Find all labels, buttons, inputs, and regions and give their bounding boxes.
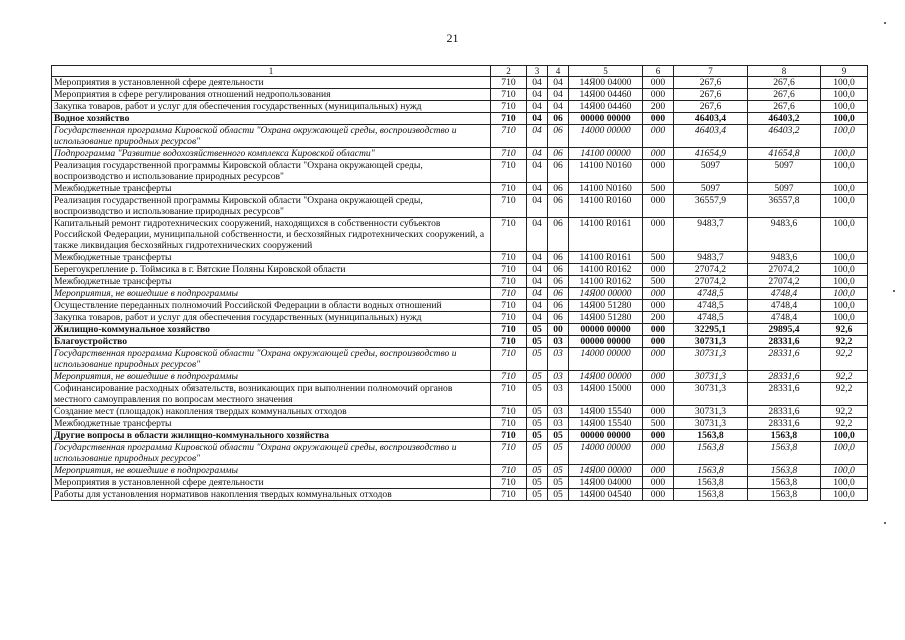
cell-item-name: Работы для установления нормативов накопления твердых коммунальных отходов	[52, 489, 491, 501]
cell-planned: 267,6	[674, 89, 748, 101]
cell-percent: 100,0	[821, 276, 868, 288]
cell-planned: 30731,3	[674, 418, 748, 430]
header-cell-section: 3	[527, 66, 548, 77]
cell-percent: 100,0	[821, 195, 868, 218]
cell-kvsr: 710	[491, 430, 527, 442]
header-cell-expense-type: 6	[643, 66, 674, 77]
cell-subsection: 03	[548, 383, 569, 406]
cell-kvsr: 710	[491, 348, 527, 371]
cell-executed: 27074,2	[748, 276, 821, 288]
cell-kvsr: 710	[491, 288, 527, 300]
cell-item-name: Межбюджетные трансферты	[52, 183, 491, 195]
table-row	[52, 383, 868, 406]
cell-section: 04	[527, 276, 548, 288]
cell-subsection: 00	[548, 324, 569, 336]
cell-executed: 27074,2	[748, 264, 821, 276]
header-cell-subsection: 4	[548, 66, 569, 77]
cell-executed: 5097	[748, 183, 821, 195]
cell-expense-type: 000	[643, 442, 674, 465]
cell-planned: 30731,3	[674, 371, 748, 383]
cell-section: 04	[527, 89, 548, 101]
cell-item-name: Государственная программа Кировской области "Охрана окружающей среды, воспроизводство и использование природных ресурсов"	[52, 125, 491, 148]
cell-percent: 100,0	[821, 218, 868, 252]
cell-kvsr: 710	[491, 160, 527, 183]
cell-expense-type: 000	[643, 125, 674, 148]
cell-subsection: 06	[548, 288, 569, 300]
cell-target-article: 00000 00000	[569, 336, 643, 348]
table-row	[52, 160, 868, 183]
cell-subsection: 06	[548, 183, 569, 195]
cell-executed: 28331,6	[748, 348, 821, 371]
cell-section: 05	[527, 477, 548, 489]
header-cell-planned: 7	[674, 66, 748, 77]
cell-subsection: 06	[548, 300, 569, 312]
table-row	[52, 348, 868, 371]
cell-kvsr: 710	[491, 442, 527, 465]
cell-expense-type: 000	[643, 348, 674, 371]
cell-target-article: 14100 R0162	[569, 264, 643, 276]
cell-planned: 267,6	[674, 77, 748, 89]
cell-executed: 28331,6	[748, 406, 821, 418]
cell-percent: 100,0	[821, 125, 868, 148]
cell-executed: 1563,8	[748, 489, 821, 501]
cell-item-name: Берегоукрепление р. Тоймсика в г. Вятские Поляны Кировской области	[52, 264, 491, 276]
cell-kvsr: 710	[491, 113, 527, 125]
cell-target-article: 14Я00 04460	[569, 101, 643, 113]
cell-target-article: 14Я00 04460	[569, 89, 643, 101]
cell-subsection: 03	[548, 406, 569, 418]
cell-executed: 36557,8	[748, 195, 821, 218]
cell-expense-type: 000	[643, 324, 674, 336]
table-row	[52, 252, 868, 264]
cell-planned: 5097	[674, 183, 748, 195]
cell-executed: 9483,6	[748, 252, 821, 264]
cell-percent: 92,2	[821, 406, 868, 418]
cell-executed: 1563,8	[748, 465, 821, 477]
cell-section: 04	[527, 77, 548, 89]
cell-percent: 92,2	[821, 383, 868, 406]
cell-percent: 100,0	[821, 264, 868, 276]
cell-percent: 92,2	[821, 371, 868, 383]
cell-subsection: 06	[548, 148, 569, 160]
cell-kvsr: 710	[491, 489, 527, 501]
cell-subsection: 06	[548, 160, 569, 183]
cell-subsection: 06	[548, 113, 569, 125]
cell-target-article: 14000 00000	[569, 348, 643, 371]
cell-executed: 28331,6	[748, 336, 821, 348]
budget-table	[51, 65, 868, 501]
cell-section: 04	[527, 160, 548, 183]
cell-item-name: Мероприятия, не вошедшие в подпрограммы	[52, 371, 491, 383]
cell-executed: 1563,8	[748, 430, 821, 442]
cell-target-article: 14100 00000	[569, 148, 643, 160]
cell-percent: 100,0	[821, 442, 868, 465]
cell-target-article: 14Я00 15540	[569, 406, 643, 418]
cell-kvsr: 710	[491, 276, 527, 288]
cell-item-name: Мероприятия в сфере регулирования отношений недропользования	[52, 89, 491, 101]
cell-expense-type: 000	[643, 430, 674, 442]
cell-subsection: 03	[548, 418, 569, 430]
cell-subsection: 06	[548, 218, 569, 252]
cell-subsection: 06	[548, 252, 569, 264]
cell-executed: 1563,8	[748, 442, 821, 465]
cell-expense-type: 000	[643, 489, 674, 501]
cell-percent: 100,0	[821, 288, 868, 300]
cell-section: 04	[527, 125, 548, 148]
cell-item-name: Мероприятия, не вошедшие в подпрограммы	[52, 465, 491, 477]
cell-kvsr: 710	[491, 264, 527, 276]
cell-item-name: Подпрограмма "Развитие водохозяйственного комплекса Кировской области"	[52, 148, 491, 160]
cell-item-name: Мероприятия в установленной сфере деятельности	[52, 77, 491, 89]
cell-section: 04	[527, 218, 548, 252]
cell-planned: 36557,9	[674, 195, 748, 218]
table-row	[52, 125, 868, 148]
cell-expense-type: 500	[643, 276, 674, 288]
cell-section: 05	[527, 371, 548, 383]
cell-planned: 9483,7	[674, 218, 748, 252]
cell-kvsr: 710	[491, 336, 527, 348]
cell-target-article: 14Я00 51280	[569, 312, 643, 324]
cell-section: 05	[527, 324, 548, 336]
cell-executed: 1563,8	[748, 477, 821, 489]
cell-expense-type: 000	[643, 160, 674, 183]
cell-item-name: Капитальный ремонт гидротехнических сооружений, находящихся в собственности субъектов Российской Федерации, муниципальной собственности, и бесхозяйных гидротехнических сооружений, а также ликвидация бесхозяйных гидротехнических сооружений	[52, 218, 491, 252]
cell-item-name: Межбюджетные трансферты	[52, 276, 491, 288]
cell-target-article: 14100 N0160	[569, 183, 643, 195]
table-row	[52, 77, 868, 89]
cell-kvsr: 710	[491, 89, 527, 101]
cell-section: 04	[527, 252, 548, 264]
table-row	[52, 183, 868, 195]
cell-percent: 100,0	[821, 77, 868, 89]
cell-executed: 267,6	[748, 89, 821, 101]
cell-executed: 267,6	[748, 101, 821, 113]
cell-percent: 92,2	[821, 418, 868, 430]
cell-executed: 9483,6	[748, 218, 821, 252]
cell-expense-type: 500	[643, 418, 674, 430]
cell-subsection: 05	[548, 430, 569, 442]
cell-target-article: 00000 00000	[569, 430, 643, 442]
header-cell-percent: 9	[821, 66, 868, 77]
cell-kvsr: 710	[491, 148, 527, 160]
table-row	[52, 218, 868, 252]
cell-kvsr: 710	[491, 383, 527, 406]
cell-subsection: 05	[548, 442, 569, 465]
cell-target-article: 14Я00 04000	[569, 77, 643, 89]
table-row	[52, 312, 868, 324]
cell-target-article: 14Я00 00000	[569, 371, 643, 383]
cell-subsection: 06	[548, 125, 569, 148]
cell-expense-type: 500	[643, 183, 674, 195]
cell-target-article: 14Я00 04540	[569, 489, 643, 501]
header-cell-item-name: 1	[52, 66, 491, 77]
cell-target-article: 14Я00 00000	[569, 465, 643, 477]
cell-percent: 100,0	[821, 252, 868, 264]
cell-planned: 30731,3	[674, 348, 748, 371]
cell-item-name: Государственная программа Кировской области "Охрана окружающей среды, воспроизводство и использование природных ресурсов"	[52, 348, 491, 371]
cell-percent: 100,0	[821, 148, 868, 160]
cell-section: 05	[527, 489, 548, 501]
cell-percent: 100,0	[821, 89, 868, 101]
cell-item-name: Благоустройство	[52, 336, 491, 348]
table-row	[52, 336, 868, 348]
cell-percent: 100,0	[821, 477, 868, 489]
cell-item-name: Реализация государственной программы Кировской области "Охрана окружающей среды, воспроизводство и использование природных ресурсов"	[52, 195, 491, 218]
cell-percent: 92,2	[821, 336, 868, 348]
cell-kvsr: 710	[491, 300, 527, 312]
cell-kvsr: 710	[491, 125, 527, 148]
cell-percent: 92,6	[821, 324, 868, 336]
table-row	[52, 195, 868, 218]
cell-executed: 46403,2	[748, 125, 821, 148]
cell-expense-type: 000	[643, 465, 674, 477]
table-row	[52, 406, 868, 418]
cell-expense-type: 200	[643, 101, 674, 113]
header-cell-target-article: 5	[569, 66, 643, 77]
cell-executed: 29895,4	[748, 324, 821, 336]
cell-item-name: Софинансирование расходных обязательств, возникающих при выполнении полномочий органов местного самоуправления по вопросам местного значения	[52, 383, 491, 406]
cell-target-article: 14Я00 15540	[569, 418, 643, 430]
cell-subsection: 06	[548, 264, 569, 276]
cell-expense-type: 000	[643, 77, 674, 89]
cell-percent: 100,0	[821, 113, 868, 125]
cell-target-article: 14100 R0162	[569, 276, 643, 288]
cell-section: 04	[527, 195, 548, 218]
cell-percent: 100,0	[821, 160, 868, 183]
cell-planned: 4748,5	[674, 288, 748, 300]
cell-expense-type: 000	[643, 300, 674, 312]
cell-section: 05	[527, 465, 548, 477]
cell-target-article: 14100 N0160	[569, 160, 643, 183]
table-row	[52, 442, 868, 465]
cell-section: 04	[527, 288, 548, 300]
cell-expense-type: 000	[643, 383, 674, 406]
cell-item-name: Реализация государственной программы Кировской области "Охрана окружающей среды, воспроизводство и использование природных ресурсов"	[52, 160, 491, 183]
table-row	[52, 288, 868, 300]
cell-subsection: 03	[548, 336, 569, 348]
header-row	[52, 66, 868, 77]
cell-kvsr: 710	[491, 312, 527, 324]
cell-expense-type: 000	[643, 89, 674, 101]
cell-executed: 46403,2	[748, 113, 821, 125]
cell-planned: 1563,8	[674, 477, 748, 489]
cell-section: 04	[527, 264, 548, 276]
cell-item-name: Осуществление переданных полномочий Российской Федерации в области водных отношений	[52, 300, 491, 312]
cell-target-article: 14100 R0160	[569, 195, 643, 218]
cell-planned: 267,6	[674, 101, 748, 113]
cell-kvsr: 710	[491, 218, 527, 252]
table-row	[52, 430, 868, 442]
cell-planned: 46403,4	[674, 113, 748, 125]
table-row	[52, 465, 868, 477]
cell-kvsr: 710	[491, 371, 527, 383]
table-row	[52, 113, 868, 125]
cell-planned: 5097	[674, 160, 748, 183]
cell-subsection: 03	[548, 371, 569, 383]
cell-expense-type: 000	[643, 218, 674, 252]
cell-target-article: 14100 R0161	[569, 218, 643, 252]
cell-planned: 1563,8	[674, 430, 748, 442]
cell-target-article: 14000 00000	[569, 125, 643, 148]
cell-planned: 9483,7	[674, 252, 748, 264]
cell-expense-type: 000	[643, 336, 674, 348]
cell-item-name: Закупка товаров, работ и услуг для обеспечения государственных (муниципальных) нужд	[52, 101, 491, 113]
cell-expense-type: 000	[643, 113, 674, 125]
cell-subsection: 04	[548, 101, 569, 113]
cell-section: 04	[527, 101, 548, 113]
cell-kvsr: 710	[491, 418, 527, 430]
table-row	[52, 324, 868, 336]
cell-expense-type: 000	[643, 195, 674, 218]
cell-section: 05	[527, 442, 548, 465]
cell-executed: 41654,8	[748, 148, 821, 160]
cell-subsection: 04	[548, 77, 569, 89]
table-row	[52, 276, 868, 288]
cell-kvsr: 710	[491, 195, 527, 218]
cell-expense-type: 000	[643, 148, 674, 160]
cell-section: 05	[527, 430, 548, 442]
cell-item-name: Другие вопросы в области жилищно-коммунального хозяйства	[52, 430, 491, 442]
cell-item-name: Мероприятия в установленной сфере деятельности	[52, 477, 491, 489]
scan-speck	[884, 22, 886, 24]
cell-executed: 4748,4	[748, 312, 821, 324]
cell-executed: 4748,4	[748, 288, 821, 300]
cell-section: 05	[527, 418, 548, 430]
cell-executed: 28331,6	[748, 371, 821, 383]
cell-target-article: 14Я00 04000	[569, 477, 643, 489]
cell-percent: 100,0	[821, 465, 868, 477]
cell-item-name: Мероприятия, не вошедшие в подпрограммы	[52, 288, 491, 300]
page-number: 21	[446, 31, 459, 45]
table-row	[52, 418, 868, 430]
cell-subsection: 06	[548, 195, 569, 218]
table-row	[52, 300, 868, 312]
table-row	[52, 489, 868, 501]
cell-kvsr: 710	[491, 406, 527, 418]
cell-subsection: 03	[548, 348, 569, 371]
cell-planned: 1563,8	[674, 489, 748, 501]
cell-executed: 28331,6	[748, 383, 821, 406]
cell-percent: 100,0	[821, 312, 868, 324]
cell-subsection: 05	[548, 489, 569, 501]
cell-kvsr: 710	[491, 465, 527, 477]
cell-kvsr: 710	[491, 101, 527, 113]
cell-section: 04	[527, 183, 548, 195]
cell-item-name: Межбюджетные трансферты	[52, 418, 491, 430]
cell-kvsr: 710	[491, 183, 527, 195]
cell-expense-type: 200	[643, 312, 674, 324]
cell-subsection: 05	[548, 465, 569, 477]
cell-planned: 4748,5	[674, 300, 748, 312]
cell-section: 04	[527, 300, 548, 312]
cell-planned: 27074,2	[674, 276, 748, 288]
cell-percent: 92,2	[821, 348, 868, 371]
table-row	[52, 264, 868, 276]
cell-planned: 30731,3	[674, 336, 748, 348]
cell-target-article: 14Я00 00000	[569, 288, 643, 300]
cell-target-article: 14000 00000	[569, 442, 643, 465]
cell-section: 04	[527, 113, 548, 125]
cell-item-name: Создание мест (площадок) накопления твердых коммунальных отходов	[52, 406, 491, 418]
cell-expense-type: 000	[643, 406, 674, 418]
cell-percent: 100,0	[821, 101, 868, 113]
header-cell-kvsr: 2	[491, 66, 527, 77]
cell-executed: 5097	[748, 160, 821, 183]
cell-target-article: 14Я00 51280	[569, 300, 643, 312]
cell-expense-type: 000	[643, 477, 674, 489]
table-row	[52, 101, 868, 113]
cell-kvsr: 710	[491, 252, 527, 264]
cell-expense-type: 000	[643, 371, 674, 383]
cell-kvsr: 710	[491, 477, 527, 489]
cell-target-article: 14100 R0161	[569, 252, 643, 264]
cell-item-name: Жилищно-коммунальное хозяйство	[52, 324, 491, 336]
cell-subsection: 06	[548, 276, 569, 288]
cell-item-name: Межбюджетные трансферты	[52, 252, 491, 264]
cell-section: 05	[527, 336, 548, 348]
cell-section: 04	[527, 148, 548, 160]
cell-section: 05	[527, 383, 548, 406]
cell-target-article: 00000 00000	[569, 324, 643, 336]
cell-target-article: 14Я00 15000	[569, 383, 643, 406]
table-row	[52, 148, 868, 160]
cell-executed: 4748,4	[748, 300, 821, 312]
table-row	[52, 477, 868, 489]
cell-item-name: Государственная программа Кировской области "Охрана окружающей среды, воспроизводство и использование природных ресурсов"	[52, 442, 491, 465]
scan-speck	[893, 290, 895, 292]
cell-executed: 267,6	[748, 77, 821, 89]
cell-section: 05	[527, 348, 548, 371]
cell-planned: 46403,4	[674, 125, 748, 148]
cell-percent: 100,0	[821, 300, 868, 312]
cell-section: 05	[527, 406, 548, 418]
cell-planned: 1563,8	[674, 442, 748, 465]
table-row	[52, 89, 868, 101]
cell-target-article: 00000 00000	[569, 113, 643, 125]
cell-subsection: 04	[548, 89, 569, 101]
cell-kvsr: 710	[491, 77, 527, 89]
cell-item-name: Водное хозяйство	[52, 113, 491, 125]
cell-planned: 30731,3	[674, 383, 748, 406]
cell-expense-type: 000	[643, 288, 674, 300]
cell-section: 04	[527, 312, 548, 324]
cell-planned: 30731,3	[674, 406, 748, 418]
table-row	[52, 371, 868, 383]
scan-speck	[884, 522, 886, 524]
cell-executed: 28331,6	[748, 418, 821, 430]
cell-expense-type: 500	[643, 252, 674, 264]
cell-kvsr: 710	[491, 324, 527, 336]
cell-planned: 1563,8	[674, 465, 748, 477]
cell-subsection: 06	[548, 312, 569, 324]
cell-item-name: Закупка товаров, работ и услуг для обеспечения государственных (муниципальных) нужд	[52, 312, 491, 324]
cell-planned: 32295,1	[674, 324, 748, 336]
cell-percent: 100,0	[821, 489, 868, 501]
cell-percent: 100,0	[821, 430, 868, 442]
cell-planned: 27074,2	[674, 264, 748, 276]
cell-planned: 41654,9	[674, 148, 748, 160]
cell-percent: 100,0	[821, 183, 868, 195]
header-cell-executed: 8	[748, 66, 821, 77]
cell-planned: 4748,5	[674, 312, 748, 324]
cell-subsection: 05	[548, 477, 569, 489]
cell-expense-type: 000	[643, 264, 674, 276]
